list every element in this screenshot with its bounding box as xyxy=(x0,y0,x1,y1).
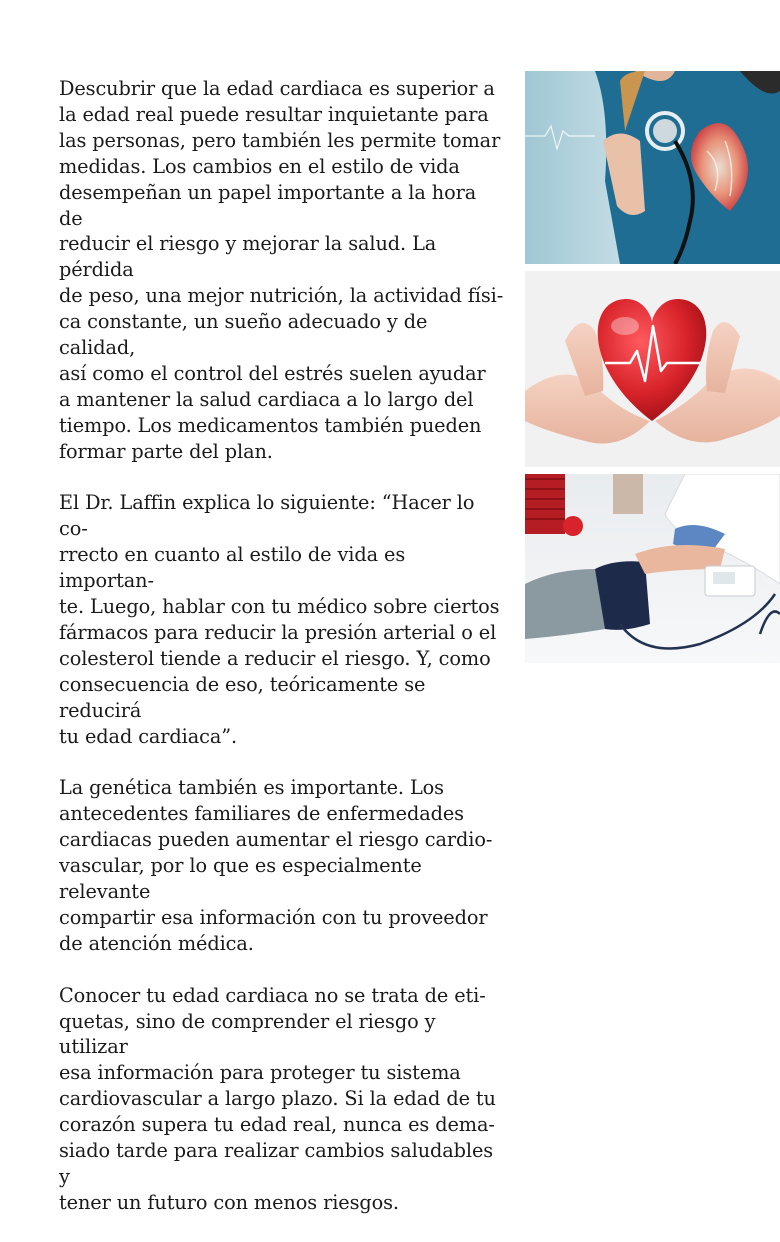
paragraph-dr-laffin-quote: El Dr. Laffin explica lo siguiente: “Hacer lo co- rrecto en cuanto al estilo de vida es importan- te. Luego, hablar con tu médico sobre ciertos fármacos para reducir la presión arterial o el colesterol tiende a reducir el riesgo. Y, como consecuencia de eso, teóricamente se reducirá tu edad cardiaca”. xyxy=(59,491,500,748)
hands-holding-heart-photo xyxy=(525,271,780,467)
paragraph-lifestyle: Descubrir que la edad cardiaca es superior a la edad real puede resultar inquietante para las personas, pero también les permite tomar medidas. Los cambios en el estilo de vida desempeñan un papel importante a la hora de reducir el riesgo y mejorar la salud. La pérdida de peso, una mejor nutrición, la actividad físi- ca constante, un sueño adecuado y de calidad, así como el control del estrés suelen ayudar a mantener la salud cardiaca a lo largo del tiempo. Los medicamentos también pueden formar parte del plan. xyxy=(59,77,504,463)
paragraph-conclusion: Conocer tu edad cardiaca no se trata de eti- quetas, sino de comprender el riesgo y utilizar esa información para proteger tu sistema cardiovascular a largo plazo. Si la edad de tu corazón supera tu edad real, nunca es dema- siado tarde para realizar cambios saludables y tener un futuro con menos riesgos. xyxy=(59,983,496,1214)
blood-pressure-photo xyxy=(525,474,780,663)
article-body xyxy=(59,76,504,1242)
paragraph-genetics: La genética también es importante. Los antecedentes familiares de enfermedades cardiacas pueden aumentar el riesgo cardio- vascular, por lo que es especialmente relevante compartir esa información con tu proveedor de atención médica. xyxy=(59,776,493,955)
doctor-stethoscope-photo xyxy=(525,71,780,264)
